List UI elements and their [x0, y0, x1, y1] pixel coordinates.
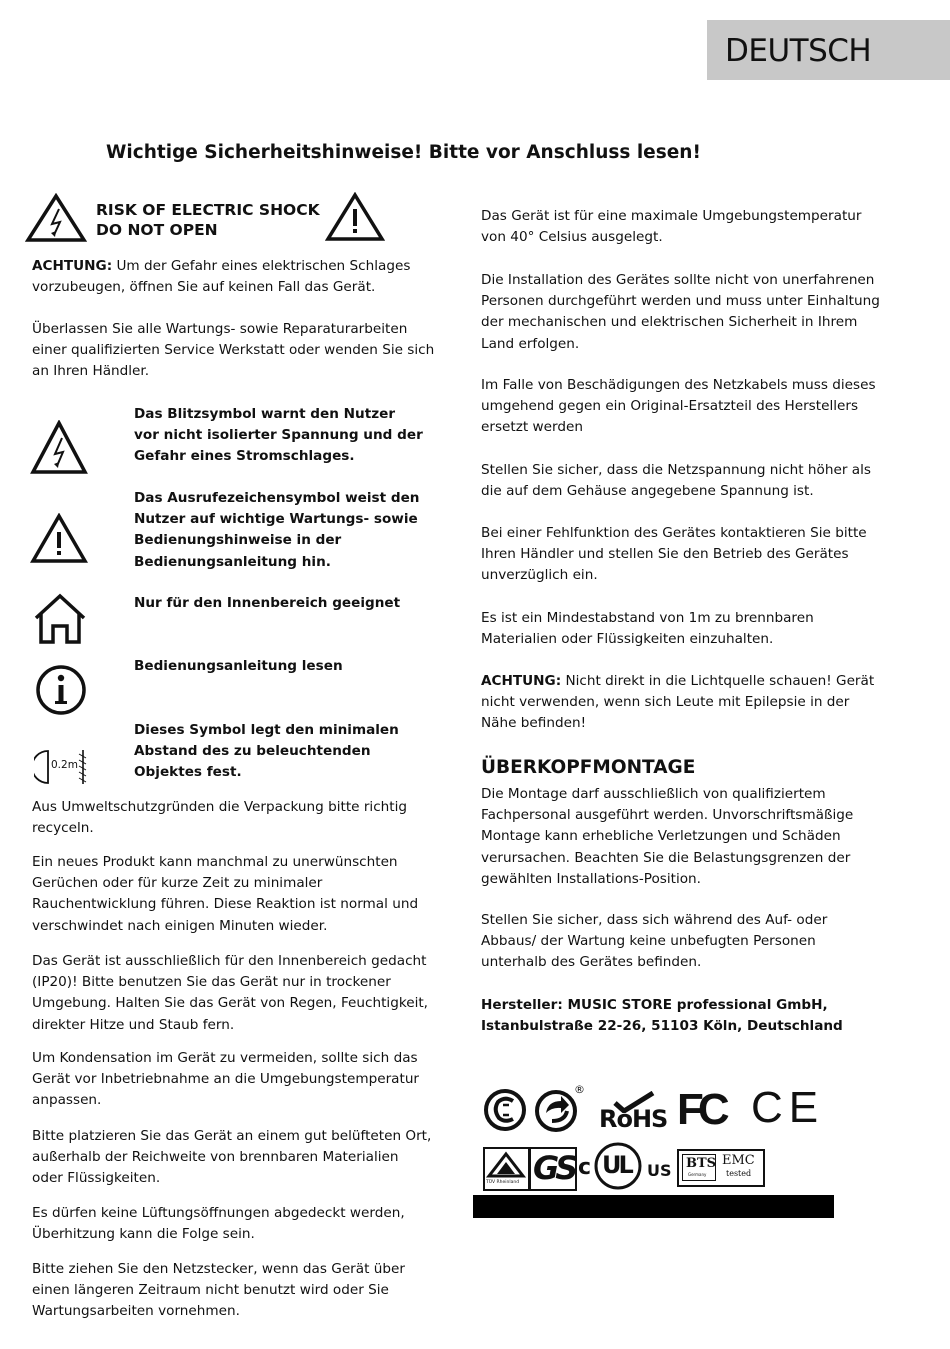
info-line-1: Bedienungsanleitung lesen: [134, 658, 343, 674]
p4-line-1: Um Kondensation im Gerät zu vermeiden, sollte sich das: [32, 1050, 418, 1066]
service-paragraph: [32, 319, 452, 383]
tuv-logo: [483, 1147, 530, 1191]
emc-tested-label: tested: [726, 1169, 752, 1178]
gs-label: GS: [533, 1149, 575, 1187]
tuv-label: TÜV Rheinland: [486, 1180, 520, 1185]
oh-line-2: Fachpersonal ausgeführt werden. Unvorschriftsmäßige: [481, 807, 854, 824]
r5-line-2: Ihren Händler und stellen Sie den Betrieb des Gerätes: [481, 546, 849, 563]
p4-line-3: anpassen.: [32, 1092, 102, 1109]
manufacturer-line-2: Istanbulstraße 22-26, 51103 Köln, Deutschland: [481, 1018, 843, 1035]
bts-label: BTS: [686, 1156, 717, 1171]
r4-line-2: die auf dem Gehäuse angegebene Spannung ist.: [481, 483, 814, 500]
info-symbol-text: [134, 656, 434, 677]
r2-line-2: Personen durchgeführt werden und muss unter Einhaltung: [481, 293, 880, 310]
exclamation-warning-icon: [325, 192, 385, 242]
distance-paragraph: [481, 608, 921, 650]
lightning-triangle-icon: [30, 420, 88, 476]
p4-line-2: Gerät vor Inbetriebnahme an die Umgebungstemperatur: [32, 1071, 420, 1088]
overhead-paragraph: [481, 784, 921, 890]
achtung-light-paragraph: [481, 671, 921, 735]
smell-paragraph: [32, 852, 452, 937]
warning-line-1: RISK OF ELECTRIC SHOCK: [96, 201, 320, 219]
language-tab: DEUTSCH: [707, 20, 950, 80]
house-icon: [33, 592, 87, 646]
indoor-symbol-text: [134, 593, 434, 614]
page-title: Wichtige Sicherheitshinweise! Bitte vor Anschluss lesen!: [106, 142, 701, 163]
r3-line-1: Im Falle von Beschädigungen des Netzkabels muss dieses: [481, 377, 876, 393]
service-line-2: einer qualifizierten Service Werkstatt oder wenden Sie sich: [32, 342, 435, 359]
malfunction-paragraph: [481, 523, 921, 587]
emc-label: EMC: [722, 1153, 755, 1168]
p2-line-2: Gerüchen oder für kurze Zeit zu minimaler: [32, 875, 323, 892]
r3-line-2: umgehend gegen ein Original-Ersatzteil des Herstellers: [481, 398, 859, 415]
p5-line-1: Bitte platzieren Sie das Gerät an einem gut belüfteten Ort,: [32, 1128, 432, 1144]
achtung-text-2: vorzubeugen, öffnen Sie auf keinen Fall das Gerät.: [32, 279, 376, 296]
achtung-paragraph: [32, 256, 452, 298]
overhead-safety-paragraph: [481, 910, 921, 974]
lightning-line-3: Gefahr eines Stromschlages.: [134, 448, 355, 465]
power-cable-paragraph: [481, 375, 921, 439]
ul-label: UL: [602, 1151, 631, 1179]
indoor-paragraph: [32, 951, 452, 1036]
oh-line-4: verursachen. Beachten Sie die Belastungsgrenzen der: [481, 849, 851, 866]
distance-icon-label: 0.2m: [51, 759, 78, 771]
r2-line-4: Land erfolgen.: [481, 335, 580, 352]
achtung2-label: ACHTUNG:: [481, 673, 562, 689]
distance-line-3: Objektes fest.: [134, 764, 242, 781]
lightning-symbol-text: [134, 404, 434, 468]
us-label: US: [647, 1161, 672, 1180]
info-icon: [34, 663, 88, 717]
c-label: c: [578, 1155, 592, 1180]
manufacturer-info: [481, 995, 921, 1037]
indoor-line-1: Nur für den Innenbereich geeignet: [134, 595, 401, 611]
exclamation-line-4: Bedienungsanleitung hin.: [134, 553, 331, 570]
r1-line-1: Das Gerät ist für eine maximale Umgebungstemperatur: [481, 208, 862, 224]
r5-line-3: unverzüglich ein.: [481, 567, 598, 584]
p5-line-3: oder Flüssigkeiten.: [32, 1170, 161, 1187]
bts-logo: [682, 1154, 716, 1181]
installation-paragraph: [481, 270, 921, 355]
p3-line-4: direkter Hitze und Staub fern.: [32, 1016, 235, 1033]
ce-logo: CE: [751, 1083, 825, 1132]
r5-line-1: Bei einer Fehlfunktion des Gerätes kontaktieren Sie bitte: [481, 525, 867, 541]
p7-line-3: Wartungsarbeiten vornehmen.: [32, 1303, 240, 1320]
oh2-line-1: Stellen Sie sicher, dass sich während des Auf- oder: [481, 912, 828, 928]
warning-line-2: DO NOT OPEN: [96, 221, 218, 239]
oh2-line-3: unterhalb des Gerätes befinden.: [481, 954, 702, 971]
rohs-logo: RoHS: [599, 1105, 668, 1133]
p3-line-2: (IP20)! Bitte benutzen Sie das Gerät nur in trockener: [32, 974, 391, 991]
lightning-warning-icon: [25, 193, 87, 243]
condensation-paragraph: [32, 1048, 452, 1112]
oh-line-3: Montage kann erhebliche Verletzungen und Schäden: [481, 828, 841, 845]
p7-line-2: einen längeren Zeitraum nicht benutzt wird oder Sie: [32, 1282, 389, 1299]
r3-line-3: ersetzt werden: [481, 419, 583, 436]
electric-shock-warning: [96, 200, 320, 240]
p7-line-1: Bitte ziehen Sie den Netzstecker, wenn das Gerät über: [32, 1261, 405, 1277]
achtung-label: ACHTUNG:: [32, 258, 113, 274]
vents-paragraph: [32, 1203, 452, 1245]
p3-line-1: Das Gerät ist ausschließlich für den Innenbereich gedacht: [32, 953, 427, 969]
p1-line-2: recyceln.: [32, 820, 94, 837]
distance-line-2: Abstand des zu beleuchtenden: [134, 743, 371, 760]
oh-line-1: Die Montage darf ausschließlich von qualifiziertem: [481, 786, 826, 802]
bts-sub-label: Germany: [688, 1172, 707, 1177]
black-bar: [473, 1195, 834, 1218]
service-line-1: Überlassen Sie alle Wartungs- sowie Reparaturarbeiten: [32, 321, 408, 337]
overhead-heading: ÜBERKOPFMONTAGE: [481, 757, 696, 778]
manufacturer-line-1: Hersteller: MUSIC STORE professional GmbH,: [481, 997, 828, 1013]
recycle-paragraph: [32, 797, 452, 839]
lightning-line-1: Das Blitzsymbol warnt den Nutzer: [134, 406, 396, 422]
p5-line-2: außerhalb der Reichweite von brennbaren Materialien: [32, 1149, 399, 1166]
registered-mark: ®: [574, 1083, 585, 1096]
achtung-text-1: Um der Gefahr eines elektrischen Schlages: [112, 258, 411, 274]
r6-line-1: Es ist ein Mindestabstand von 1m zu brennbaren: [481, 610, 814, 626]
exclamation-line-3: Bedienungshinweise in der: [134, 532, 342, 549]
r4-line-1: Stellen Sie sicher, dass die Netzspannung nicht höher als: [481, 462, 871, 478]
p6-line-2: Überhitzung kann die Folge sein.: [32, 1226, 255, 1243]
r2-line-3: der mechanischen und elektrischen Sicherheit in Ihrem: [481, 314, 858, 331]
r6-line-2: Materialien oder Flüssigkeiten einzuhalten.: [481, 631, 774, 648]
certification-logos: [481, 1083, 841, 1193]
emc-tested-logo: [677, 1149, 765, 1187]
oh-line-5: gewählten Installations-Position.: [481, 870, 701, 887]
gs-logo: [529, 1147, 577, 1191]
r2-line-1: Die Installation des Gerätes sollte nicht von unerfahrenen: [481, 272, 875, 288]
r1-line-2: von 40° Celsius ausgelegt.: [481, 229, 663, 246]
exclamation-line-2: Nutzer auf wichtige Wartungs- sowie: [134, 511, 418, 528]
p2-line-3: Rauchentwicklung führen. Diese Reaktion ist normal und: [32, 896, 419, 913]
tuv-triangle-icon: [485, 1151, 528, 1179]
achtung2-line-2: nicht verwenden, wenn sich Leute mit Epilepsie in der: [481, 694, 850, 711]
lightning-line-2: vor nicht isolierter Spannung und der: [134, 427, 423, 444]
p2-line-1: Ein neues Produkt kann manchmal zu unerwünschten: [32, 854, 398, 870]
p6-line-1: Es dürfen keine Lüftungsöffnungen abgedeckt werden,: [32, 1205, 405, 1221]
ventilation-paragraph: [32, 1126, 452, 1190]
distance-icon: [34, 748, 90, 786]
voltage-paragraph: [481, 460, 921, 502]
exclamation-line-1: Das Ausrufezeichensymbol weist den: [134, 490, 420, 506]
p1-line-1: Aus Umweltschutzgründen die Verpackung bitte richtig: [32, 799, 408, 815]
service-line-3: an Ihren Händler.: [32, 363, 150, 380]
unplug-paragraph: [32, 1259, 452, 1323]
p2-line-4: verschwindet nach einigen Minuten wieder.: [32, 917, 328, 934]
csa-logo-icon: [483, 1088, 527, 1132]
exclamation-symbol-text: [134, 488, 434, 573]
fcc-logo: FC: [677, 1085, 724, 1134]
exclamation-triangle-icon: [30, 513, 88, 565]
temperature-paragraph: [481, 206, 921, 248]
achtung2-line-1: Nicht direkt in die Lichtquelle schauen! Gerät: [561, 673, 875, 689]
distance-symbol-text: [134, 720, 434, 784]
distance-line-1: Dieses Symbol legt den minimalen: [134, 722, 399, 738]
p3-line-3: Umgebung. Halten Sie das Gerät von Regen, Feuchtigkeit,: [32, 995, 428, 1012]
oh2-line-2: Abbaus/ der Wartung keine unbefugten Personen: [481, 933, 816, 950]
achtung2-line-3: Nähe befinden!: [481, 715, 587, 732]
